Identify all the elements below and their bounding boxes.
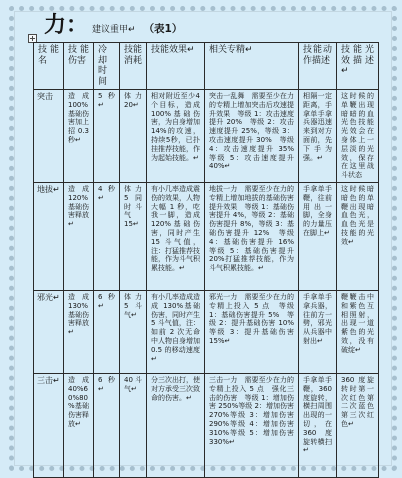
light-effect-description-cell[interactable]: 鞭鞭击中和紫色互相照射，出现一道紫色的光效，没有破绽↵ xyxy=(337,290,379,373)
table-reference[interactable]: （表1） xyxy=(143,23,183,35)
skill-table xyxy=(33,42,379,478)
cooldown-cell[interactable]: 4秒↵ xyxy=(94,182,120,290)
skill-effect-cell[interactable]: 分三次出打，使对方承受三次致命的伤害。↵ xyxy=(147,373,205,477)
skill-row-2 xyxy=(34,182,379,290)
skill-row-3 xyxy=(34,290,379,373)
skill-effect-cell[interactable]: 有小几率造成造成 130%基础伤害，同时产生 5 斗气值，注：如前 2 次无命中人物自身增加 0.5 的移动速度↵ xyxy=(147,290,205,373)
skill-name-cell[interactable]: 邪光↵ xyxy=(34,290,64,373)
skill-cost-cell[interactable]: 体力5同时斗气15↵ xyxy=(120,182,147,290)
header-action-description[interactable]: 技能动作描述 xyxy=(299,43,337,90)
header-skill-cost[interactable]: 技能消耗 xyxy=(120,43,147,90)
action-description-cell[interactable]: 手拿单手拿兵器，往前方一劈，邪光从兵器中射出↵ xyxy=(299,290,337,373)
skill-row-1 xyxy=(34,90,379,183)
skill-damage-cell[interactable]: 造成40%60%80%基础伤害释放↵ xyxy=(64,373,94,477)
light-effect-description-cell[interactable]: 这时候的单鞭出现暗暗的血光色技能光效会在身体上一层淡的光效，保存在这里战斗状态 xyxy=(337,90,379,183)
skill-row-4 xyxy=(34,373,379,477)
header-light-effect-description[interactable]: 技能光效描述↵ xyxy=(337,43,379,90)
skill-cost-cell[interactable]: 40斗气↵ xyxy=(120,373,147,477)
document-title[interactable]: 力： xyxy=(44,12,89,38)
light-effect-description-cell[interactable]: 360 度旋转时第一次红色第二次蓝色第三次红色↵ xyxy=(337,373,379,477)
table-header-row xyxy=(34,43,379,90)
skill-name-cell[interactable]: 三击↵ xyxy=(34,373,64,477)
skill-effect-cell[interactable]: 相对附近至少4个目标，造成100%基础伤害，为自身增加14%的攻速，持续5秒，已扑挂推荐技能，作为起始技能。↵ xyxy=(147,90,205,183)
header-skill-damage[interactable]: 技能伤害 xyxy=(64,43,94,90)
specialization-cell[interactable]: 邪光一力 需要至少在力的专精上投入 5 点 等级 1：基础伤害提升 5% 等级 2：提升基础伤害 10% 等级 3：提升基础伤害 15%↵ xyxy=(205,290,299,373)
action-description-cell[interactable]: 相隔一定距离，手拿单手拿兵器迅速来到对方面前，先下手为强。↵ xyxy=(299,90,337,183)
skill-damage-cell[interactable]: 造成120%基础伤害释放↵ xyxy=(64,182,94,290)
skill-name-cell[interactable]: 地拔↵ xyxy=(34,182,64,290)
action-description-cell[interactable]: 手拿单手鞭，往前用出一脚，全身的力量压在脚上↵ xyxy=(299,182,337,290)
header-skill-effect[interactable]: 技能效果↵ xyxy=(147,43,205,90)
action-description-cell[interactable]: 手拿单手鞭，360 度旋转，横扫周围出现的一切，在 360 度旋转横扫↵ xyxy=(299,373,337,477)
skill-cost-cell[interactable]: 体力20↵ xyxy=(120,90,147,183)
document-heading xyxy=(44,11,182,41)
header-specialization[interactable]: 相关专精↵ xyxy=(205,43,299,90)
header-cooldown[interactable]: 冷却时间 xyxy=(94,43,120,90)
specialization-cell[interactable]: 三击一力 需要至少在力的专精上投入 5 点 强化三击的伤害 等级 1：增加伤害 250%等级 2：增加伤害 270%等级 3：增加伤害 290%等级 4：增加伤害 310%等级 5：增加伤害 330%↵ xyxy=(205,373,299,477)
title-note[interactable]: 建议重甲↵ xyxy=(92,25,136,35)
skill-name-cell[interactable]: 突击 xyxy=(34,90,64,183)
cooldown-cell[interactable]: 6秒↵ xyxy=(94,373,120,477)
skill-damage-cell[interactable]: 造成100%基础伤害加上招0.3秒↵ xyxy=(64,90,94,183)
header-skill-name[interactable]: 技能名 xyxy=(34,43,64,90)
cooldown-cell[interactable]: 6秒↵ xyxy=(94,290,120,373)
specialization-cell[interactable]: 地拔一力 需要至少在力的专精上增加地拔的基础伤害提升效果 等级 1：基础伤害提升 4%，等级 2：基础伤害提升 8%，等级 3：基础伤害提升 12% 等级 4：基础伤害提升 16% 等级 5：基础伤害提升 20%打猛推荐技能，作为斗气积累技能。↵ xyxy=(205,182,299,290)
cooldown-cell[interactable]: 5秒↵ xyxy=(94,90,120,183)
light-effect-description-cell[interactable]: 这时候暗暗色的单鞭出现暗血色光，血色光是技能的光效↵ xyxy=(337,182,379,290)
skill-effect-cell[interactable]: 有小几率造成震伤的效果，人物大幅 1 秒，吃我一脚，造成120%基础伤害，同时产生 15 斗气值，注：打猛推荐技能，作为斗气积累技能。↵ xyxy=(147,182,205,290)
skill-cost-cell[interactable]: 体力5斗气↵ xyxy=(120,290,147,373)
skill-damage-cell[interactable]: 造成130%基础伤害释放↵ xyxy=(64,290,94,373)
specialization-cell[interactable]: 突击一乱舞 需要至少在力的专精上增加突击后攻速提升效果 等级 1：攻击速度提升 20% 等级 2：攻击速度提升 25%，等级 3：攻击速度提升 30% 等级 4：攻击速度提升 35% 等级 5：攻击速度提升 40%↵ xyxy=(205,90,299,183)
